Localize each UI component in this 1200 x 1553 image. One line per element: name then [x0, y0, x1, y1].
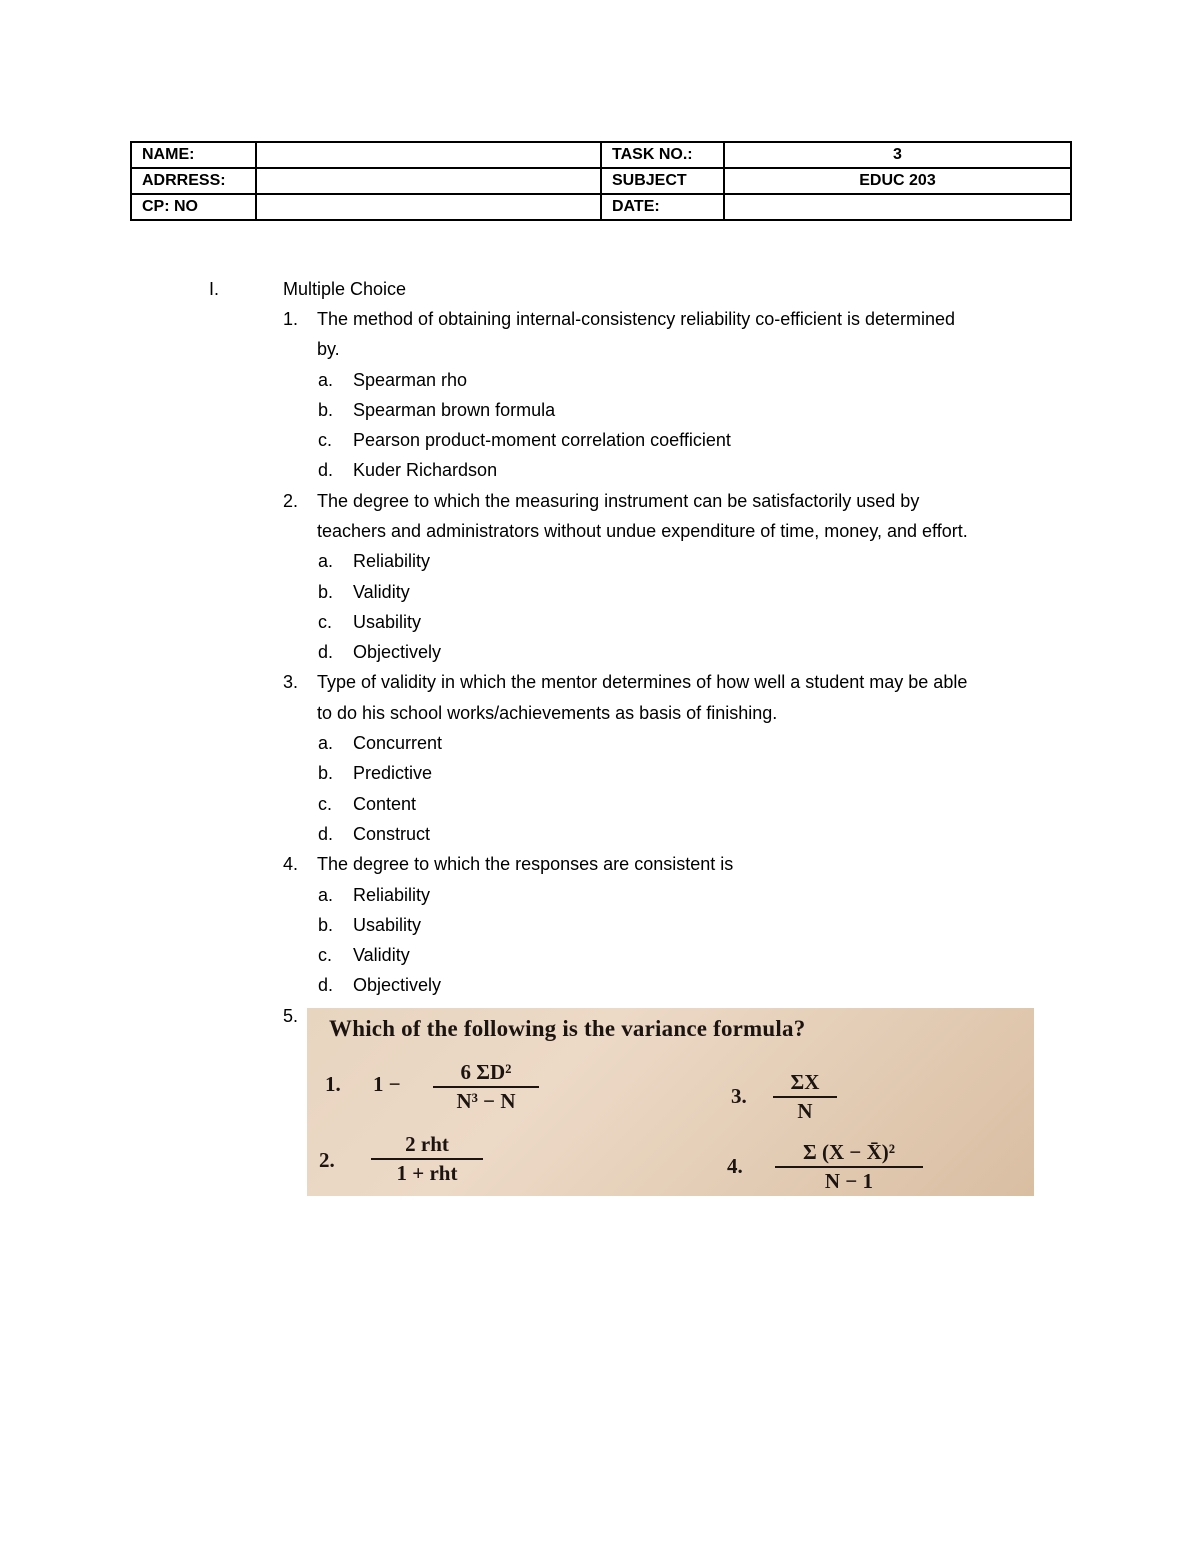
option-letter: b. — [318, 400, 334, 420]
section-numeral: I. — [209, 279, 220, 299]
formula-1-prefix: 1 − — [373, 1072, 401, 1096]
question-text: The degree to which the measuring instrument can be satisfactorily used by — [317, 491, 920, 511]
name-label: NAME: — [131, 142, 256, 168]
option-letter: c. — [318, 612, 333, 632]
subject-value: EDUC 203 — [724, 168, 1071, 194]
formula-3-numerator: ΣX — [773, 1070, 837, 1098]
cp-label: CP: NO — [131, 194, 256, 220]
formula-4-fraction — [775, 1140, 923, 1194]
question-number: 4. — [283, 854, 299, 874]
formula-2-label: 2. — [319, 1148, 335, 1172]
question-text: The method of obtaining internal-consistency reliability co-efficient is determined — [317, 309, 955, 329]
option-letter: d. — [318, 642, 334, 662]
formula-scan-image — [307, 1008, 1034, 1196]
option-text: Spearman rho — [353, 370, 468, 390]
formula-1-fraction — [433, 1060, 539, 1114]
option-text: Construct — [353, 824, 431, 844]
option-text: Validity — [353, 945, 410, 965]
formula-3-fraction — [773, 1070, 837, 1124]
option-text: Reliability — [353, 551, 431, 571]
option-letter: c. — [318, 945, 333, 965]
formula-2-numerator: 2 rht — [371, 1132, 483, 1160]
option-text: Reliability — [353, 885, 431, 905]
formula-3-denominator: N — [797, 1099, 813, 1123]
option-letter: a. — [318, 885, 334, 905]
option-letter: c. — [318, 430, 333, 450]
formula-4-label: 4. — [727, 1154, 743, 1178]
address-label: ADRRESS: — [131, 168, 256, 194]
date-label: DATE: — [601, 194, 724, 220]
option-letter: d. — [318, 975, 334, 995]
question-number: 5. — [283, 1006, 299, 1026]
task-no-value: 3 — [724, 142, 1071, 168]
formula-1-label: 1. — [325, 1072, 341, 1096]
option-text: Spearman brown formula — [353, 400, 556, 420]
formula-3-label: 3. — [731, 1084, 747, 1108]
cp-field[interactable] — [256, 194, 601, 220]
question-number: 2. — [283, 491, 299, 511]
option-letter: a. — [318, 551, 334, 571]
subject-label: SUBJECT — [601, 168, 724, 194]
formula-4-denominator: N − 1 — [824, 1169, 874, 1193]
question-text: Type of validity in which the mentor determines of how well a student may be able — [317, 672, 968, 692]
option-text: Usability — [353, 612, 422, 632]
formula-1-denominator: N³ − N — [456, 1089, 516, 1113]
option-text: Usability — [353, 915, 422, 935]
formula-question: Which of the following is the variance formula? — [329, 1016, 806, 1041]
option-text: Objectively — [353, 642, 442, 662]
option-text: Pearson product-moment correlation coefficient — [353, 430, 731, 450]
formula-4-numerator: Σ (X − X̄)² — [775, 1140, 923, 1168]
question-number: 1. — [283, 309, 299, 329]
question-text: to do his school works/achievements as basis of finishing. — [317, 703, 778, 723]
formula-2-denominator: 1 + rht — [396, 1161, 458, 1185]
option-text: Kuder Richardson — [353, 460, 498, 480]
section-title: Multiple Choice — [283, 279, 407, 299]
option-text: Content — [353, 794, 417, 814]
name-field[interactable] — [256, 142, 601, 168]
question-number: 3. — [283, 672, 299, 692]
option-text: Validity — [353, 582, 410, 602]
option-letter: b. — [318, 915, 334, 935]
option-text: Predictive — [353, 763, 433, 783]
date-field[interactable] — [724, 194, 1071, 220]
formula-1-numerator: 6 ΣD² — [433, 1060, 539, 1088]
option-letter: c. — [318, 794, 333, 814]
option-letter: a. — [318, 733, 334, 753]
question-text: by. — [317, 339, 340, 359]
header-table — [130, 141, 1072, 221]
option-letter: b. — [318, 582, 334, 602]
option-letter: a. — [318, 370, 334, 390]
option-letter: b. — [318, 763, 334, 783]
option-text: Objectively — [353, 975, 442, 995]
option-letter: d. — [318, 460, 334, 480]
option-text: Concurrent — [353, 733, 443, 753]
address-field[interactable] — [256, 168, 601, 194]
question-text: teachers and administrators without undue expenditure of time, money, and effort. — [317, 521, 968, 541]
question-text: The degree to which the responses are consistent is — [317, 854, 734, 874]
option-letter: d. — [318, 824, 334, 844]
task-no-label: TASK NO.: — [601, 142, 724, 168]
formula-2-fraction — [371, 1132, 483, 1186]
